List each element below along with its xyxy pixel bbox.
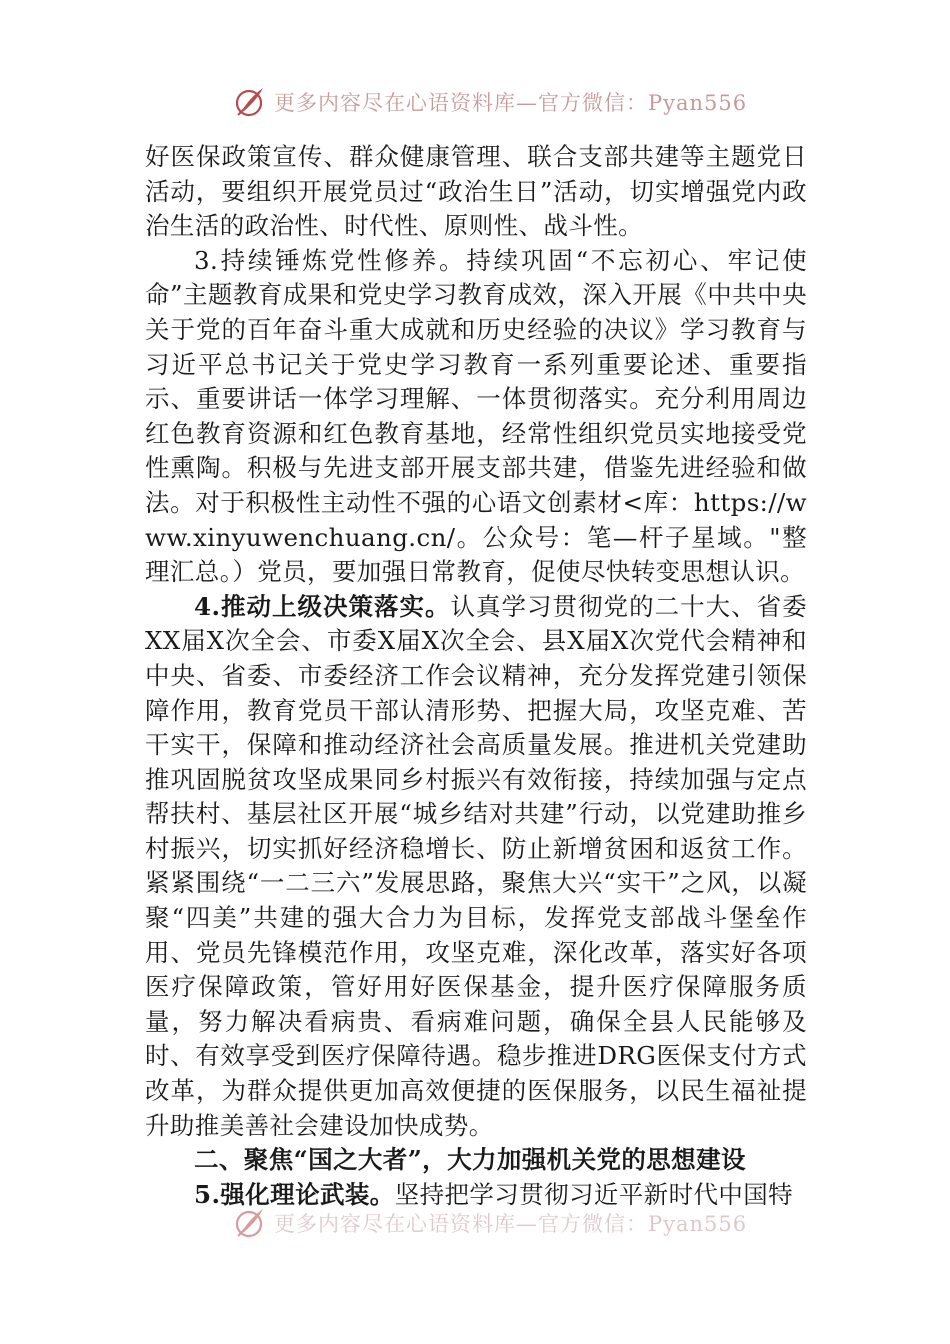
paragraph-item-3: 3.持续锤炼党性修养。持续巩固“不忘初心、牢记使命”主题教育成果和党史学习教育成效，深入开展《中共中央关于党的百年奋斗重大成就和历史经验的决议》学习教育与习近平总书记关于党史学习教育一系列重要论述、重要指示、重要讲话一体学习理解、一体贯彻落实。充分利用周边红色教育资源和红色教育基地，经常性组织党员实地接受党性熏陶。积极与先进支部开展支部共建，借鉴先进经验和做法。对于积极性主动性不强的心语文创素材<库：https://www.xinyuwenchuang.cn/。公众号：笔—杆子星域。"整理汇总。）党员，要加强日常教育，促使尽快转变思想认识。 [145,245,807,587]
watermark-text: 更多内容尽在心语资料库—官方微信：Pyan556 [274,91,748,115]
quill-pen-circle-icon [232,1205,268,1241]
item-5-body: 坚持把学习贯彻习近平新时代中国特 [394,1179,794,1209]
watermark-header [232,82,747,122]
paragraph-continuation: 好医保政策宣传、群众健康管理、联合支部共建等主题党日活动，要组织开展党员过“政治生日”活动，切实增强党内政治生活的政治性、时代性、原则性、战斗性。 [145,142,807,241]
paragraph-item-4 [145,590,807,1144]
document-body [145,140,807,1212]
item-4-title: 4.推动上级决策落实。 [194,591,451,621]
section-heading: 二、聚焦“国之大者”，大力加强机关党的思想建设 [194,1145,746,1175]
quill-pen-circle-icon [232,84,268,120]
item-4-body: 认真学习贯彻党的二十大、省委XX届X次全会、市委X届X次全会、县X届X次党代会精神和中央、省委、市委经济工作会议精神，充分发挥党建引领保障作用，教育党员干部认清形势、把握大局，攻坚克难、苦干实干，保障和推动经济社会高质量发展。推进机关党建助推巩固脱贫攻坚成果同乡村振兴有效衔接，持续加强与定点帮扶村、基层社区开展“城乡结对共建”行动，以党建助推乡村振兴，切实抓好经济稳增长、防止新增贫困和返贫工作。紧紧围绕“一二三六”发展思路，聚焦大兴“实干”之风，以凝聚“四美”共建的强大合力为目标，发挥党支部战斗堡垒作用、党员先锋模范作用，攻坚克难，深化改革，落实好各项医疗保障政策，管好用好医保基金，提升医疗保障服务质量，努力解决看病贵、看病难问题，确保全县人民能够及时、有效享受到医疗保障待遇。稳步推进DRG医保支付方式改革，为群众提供更加高效便捷的医保服务，以民生福祉提升助推美善社会建设加快成势。 [145,591,807,1140]
item-5-title: 5.强化理论武装。 [194,1179,395,1209]
watermark-footer [232,1203,747,1243]
watermark-text: 更多内容尽在心语资料库—官方微信：Pyan556 [274,1212,748,1236]
